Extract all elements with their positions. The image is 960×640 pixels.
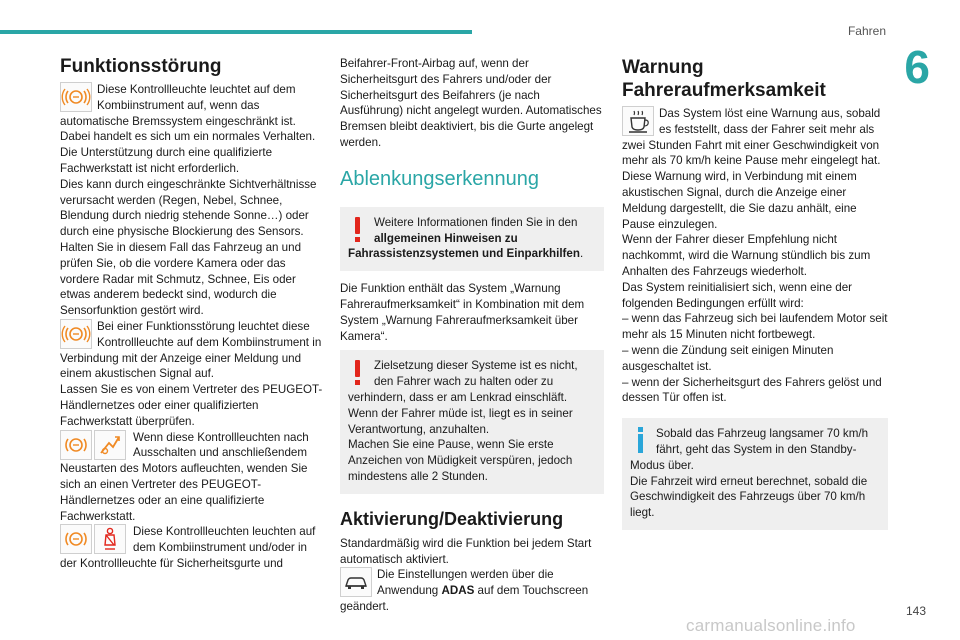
paragraph: Beifahrer-Front-Airbag auf, wenn der Sicherheitsgurt des Fahrers und/oder der Sicherheitsgurt des Beifahrers (je nach Ausführung) nicht angelegt wurden. Automatisches Bremsen bleibt deaktiviert, bis die Gurte angelegt werden. [340, 57, 602, 149]
warning-exclamation-icon [348, 358, 374, 386]
warning-note [340, 207, 604, 271]
column-2 [340, 56, 604, 615]
paragraph: Diese Kontrollleuchten leuchten auf dem Kombiinstrument und/oder in der Kontrollleuchte für Sicherheitsgurte und [60, 525, 316, 570]
paragraph: Das System reinitialisiert sich, wenn eine der folgenden Bedingungen erfüllt wird: [622, 280, 853, 310]
heading-funktionsstoerung: Funktionsstörung [60, 56, 222, 77]
brake-warning-icon [60, 319, 92, 349]
seatbelt-icon [94, 524, 126, 554]
chapter-number: 6 [904, 41, 930, 93]
brake-warning-icon [60, 430, 92, 460]
icon-group [60, 430, 128, 460]
header-accent-bar [0, 30, 472, 34]
paragraph: Diese Warnung wird, in Verbindung mit einem akustischen Signal, durch die Anzeige einer Meldung dargestellt, die Sie dazu anhält, eine Pause einzulegen. [622, 170, 857, 231]
camera-fault-icon [94, 430, 126, 460]
note-bold-text: allgemeinen Hinweisen zu Fahrassistenzsystemen und Einparkhilfen [348, 231, 580, 261]
brake-warning-icon [60, 82, 92, 112]
paragraph: Die Unterstützung durch eine qualifizierte Fachwerkstatt ist nicht erforderlich. [60, 146, 273, 175]
heading-ablenkungserkennung: Ablenkungserkennung [340, 167, 540, 190]
heading-warnung-fahreraufmerksamkeit: Warnung Fahreraufmerksamkeit [622, 57, 826, 101]
paragraph: Dabei handelt es sich um ein normales Verhalten. [60, 130, 316, 144]
text-run: auf dem Touchscreen geändert. [340, 584, 589, 613]
car-icon [340, 567, 372, 597]
paragraph: Halten Sie in diesem Fall das Fahrzeug an und prüfen Sie, ob die vordere Kamera oder das vordere Radar mit Schmutz, Schnee, Eis oder etwas anderem bedeckt sind, wodurch die Sensorfunktion gestört wird. [60, 240, 302, 318]
list-item: – wenn der Sicherheitsgurt des Fahrers gelöst und dessen Tür offen ist. [622, 375, 882, 405]
adas-label: ADAS [441, 584, 475, 598]
note-text: Weitere Informationen finden Sie in den [374, 215, 578, 229]
paragraph: Bei einer Funktionsstörung leuchtet diese Kontrollleuchte auf dem Kombiinstrument in Verbindung mit der Anzeige einer Meldung und einem akustischen Signal auf. [60, 319, 322, 381]
text-run: Die Einstellungen werden über die Anwendung [377, 568, 554, 598]
note-paragraph: Zielsetzung dieser Systeme ist es nicht, den Fahrer wach zu halten oder zu verhindern, dass er am Lenkrad einschläft. [348, 359, 578, 404]
paragraph: Standardmäßig wird die Funktion bei jedem Start automatisch aktiviert. [340, 536, 592, 566]
heading-aktivierung: Aktivierung/Deaktivierung [340, 508, 564, 529]
list-item: – wenn die Zündung seit einigen Minuten ausgeschaltet ist. [622, 343, 834, 373]
paragraph: Dies kann durch eingeschränkte Sichtverhältnisse verursacht werden (Regen, Nebel, Schnee, Blendung durch niedrig stehende Sonne…) oder durch eine physische Blockierung des Sensors. [60, 177, 317, 239]
paragraph: Wenn der Fahrer dieser Empfehlung nicht nachkommt, wird die Warnung stündlich bis zum Anhalten des Fahrzeugs wiederholt. [622, 233, 871, 278]
paragraph: Lassen Sie es von einem Vertreter des PEUGEOT-Händlernetzes oder einer qualifizierten Fachwerkstatt überprüfen. [60, 383, 323, 428]
icon-group [60, 524, 128, 554]
paragraph: Diese Kontrollleuchte leuchtet auf dem Kombiinstrument auf, wenn das automatische Bremssystem eingeschränkt ist. [60, 83, 296, 128]
column-3 [622, 56, 888, 540]
watermark: carmanualsonline.info [686, 616, 856, 635]
column-1 [60, 56, 324, 572]
paragraph: Wenn diese Kontrollleuchten nach Ausschalten und anschließendem Neustarten des Motors aufleuchten, wenden Sie sich an einen Vertreter des PEUGEOT-Händlernetzes oder an eine qualifizierte Fachwerkstatt. [60, 430, 309, 523]
warning-note [340, 350, 604, 493]
note-paragraph: Wenn der Fahrer müde ist, liegt es in seiner Verantwortung, anzuhalten. [348, 406, 573, 436]
coffee-cup-icon [622, 106, 654, 136]
paragraph [340, 567, 604, 614]
info-icon [630, 426, 656, 454]
note-paragraph: Sobald das Fahrzeug langsamer 70 km/h fährt, geht das System in den Standby-Modus über. [630, 427, 869, 472]
note-paragraph: Machen Sie eine Pause, wenn Sie erste Anzeichen von Müdigkeit verspüren, jedoch mindestens alle 2 Stunden. [348, 438, 573, 483]
list-item: – wenn das Fahrzeug sich bei laufendem Motor seit mehr als 15 Minuten nicht fortbewegt. [622, 312, 888, 342]
paragraph: Die Funktion enthält das System „Warnung Fahreraufmerksamkeit“ in Kombination mit dem System „Warnung Fahreraufmerksamkeit über Kamera“. [340, 282, 585, 343]
note-paragraph: Die Fahrzeit wird erneut berechnet, sobald die Geschwindigkeit des Fahrzeugs über 70 km/h liegt. [630, 474, 868, 520]
note-text-end: . [579, 247, 584, 261]
paragraph: Das System löst eine Warnung aus, sobald es feststellt, dass der Fahrer seit mehr als zwei Stunden Fahrt mit einer Geschwindigkeit von mehr als 70 km/h keine Pause mehr eingelegt hat. [622, 107, 881, 168]
brake-warning-icon [60, 524, 92, 554]
info-note [622, 418, 888, 530]
page-number: 143 [905, 604, 926, 618]
warning-exclamation-icon [348, 215, 374, 243]
section-title: Fahren [847, 24, 886, 38]
